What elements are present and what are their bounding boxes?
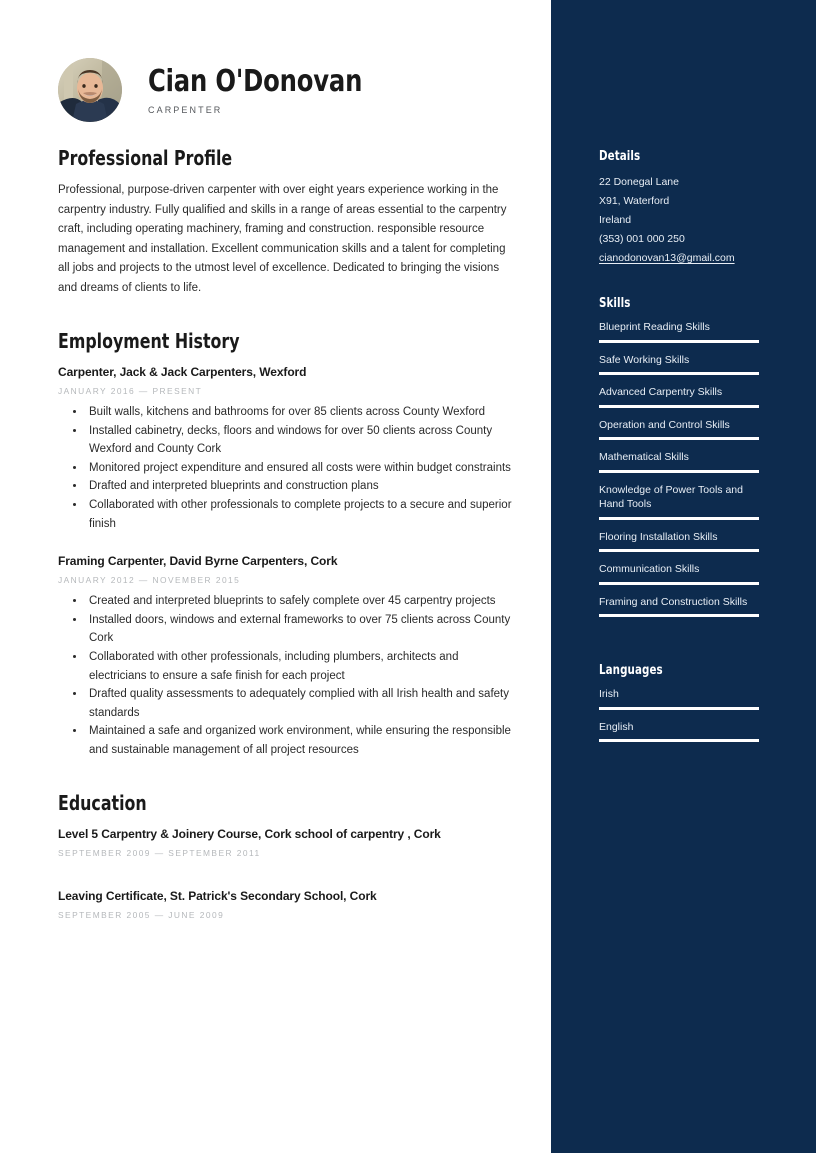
language-item [599,720,759,743]
entry-date: SEPTEMBER 2005 — JUNE 2009 [58,909,225,920]
list-item: • Monitored project expenditure and ensured all costs were within budget constraints [86,459,513,478]
sidebar-section-details [599,149,759,268]
skill-item [599,595,759,618]
skill-label: Blueprint Reading Skills [599,321,710,333]
section-employment-history [58,329,513,760]
language-label: Irish [599,688,619,700]
section-education [58,791,513,920]
entry-bullets [58,403,513,533]
skill-label: Communication Skills [599,563,700,575]
skill-item [599,385,759,408]
list-item: • Maintained a safe and organized work environment, while ensuring the responsible and sustainable management of all project resources [86,722,513,759]
section-professional-profile [58,146,513,298]
skill-level-bar [599,405,759,408]
skill-item [599,418,759,441]
section-heading-employment: Employment History [58,329,240,353]
language-level-bar [599,707,759,710]
list-item: • Created and interpreted blueprints to safely complete over 45 carpentry projects [86,592,513,611]
section-heading-education: Education [58,790,147,815]
skill-label: Flooring Installation Skills [599,530,718,543]
list-item: • Collaborated with other professionals to complete projects to a secure and superior finish [86,496,513,533]
page-title: Cian O'Donovan [148,63,363,99]
skill-label: Framing and Construction Skills [599,595,748,608]
sidebar-section-skills [599,296,759,627]
detail-city-line: X91, Waterford [599,195,670,207]
detail-email-link[interactable]: cianodonovan13@gmail.com [599,252,735,264]
list-item: • Collaborated with other professionals, including plumbers, architects and electricians to ensure a safe finish for each project [86,648,513,685]
language-item [599,687,759,710]
entry-title: Framing Carpenter, David Byrne Carpenters, Cork [58,554,338,569]
skill-level-bar [599,437,759,440]
sidebar-heading-skills: Skills [599,296,631,311]
employment-entry [58,553,513,759]
entry-title: Level 5 Carpentry & Joinery Course, Cork school of carpentry , Cork [58,826,441,841]
avatar-photo-icon [58,58,122,122]
entry-date: SEPTEMBER 2009 — SEPTEMBER 2011 [58,847,261,858]
sidebar-section-languages [599,663,759,752]
skill-item [599,320,759,343]
list-item: • Built walls, kitchens and bathrooms for over 85 clients across County Wexford [86,403,513,422]
skill-label: Advanced Carpentry Skills [599,386,723,398]
employment-entry [58,364,513,533]
sidebar-heading-languages: Languages [599,663,663,678]
section-heading-profile: Professional Profile [58,146,233,170]
skill-label: Safe Working Skills [599,353,690,366]
list-item: • Drafted quality assessments to adequately complied with all Irish health and safety standards [86,685,513,722]
skill-label: Operation and Control Skills [599,418,730,431]
sidebar-heading-details: Details [599,149,641,164]
list-item: • Installed doors, windows and external frameworks to over 75 clients across County Cork [86,611,513,648]
skill-item [599,353,759,376]
detail-country-line: Ireland [599,214,632,226]
main-content [58,146,513,920]
list-item: • Drafted and interpreted blueprints and construction plans [86,477,513,496]
entry-title: Carpenter, Jack & Jack Carpenters, Wexford [58,365,307,379]
job-title: CARPENTER [148,104,223,115]
list-item: • Installed cabinetry, decks, floors and windows for over 50 clients across County Wexford and County Cork [86,422,513,459]
entry-date: JANUARY 2012 — NOVEMBER 2015 [58,575,241,586]
skill-item [599,562,759,585]
skill-level-bar [599,340,759,343]
education-entry [58,888,513,920]
avatar [58,58,122,122]
skill-item [599,530,759,553]
entry-date: JANUARY 2016 — PRESENT [58,386,203,396]
skill-level-bar [599,582,759,585]
skill-label: Knowledge of Power Tools and Hand Tools [599,483,743,510]
skill-level-bar [599,614,759,617]
profile-text: Professional, purpose-driven carpenter with over eight years experience working in the carpentry industry. Fully qualified and skills in a range of areas essential to the carpentry craft, including operating machinery, framing and construction. responsible resource management and installation. Excellent communication skills and a talent for completing all jobs and projects to the utmost level of excellence. Dedicated to bringing the visions and dreams of clients to life. [58,184,507,294]
name-block [148,63,386,115]
skill-item [599,483,759,520]
skill-level-bar [599,517,759,520]
resume-header [58,58,386,122]
skill-item [599,450,759,473]
entry-bullets [58,592,513,759]
education-entry [58,826,513,858]
sidebar [551,0,816,1153]
language-level-bar [599,739,759,742]
skill-level-bar [599,549,759,552]
skill-level-bar [599,470,759,473]
entry-title: Leaving Certificate, St. Patrick's Secondary School, Cork [58,888,377,903]
language-label: English [599,720,634,733]
skill-level-bar [599,372,759,375]
detail-phone-line: (353) 001 000 250 [599,233,685,245]
skill-label: Mathematical Skills [599,451,689,463]
detail-address-line: 22 Donegal Lane [599,176,679,188]
